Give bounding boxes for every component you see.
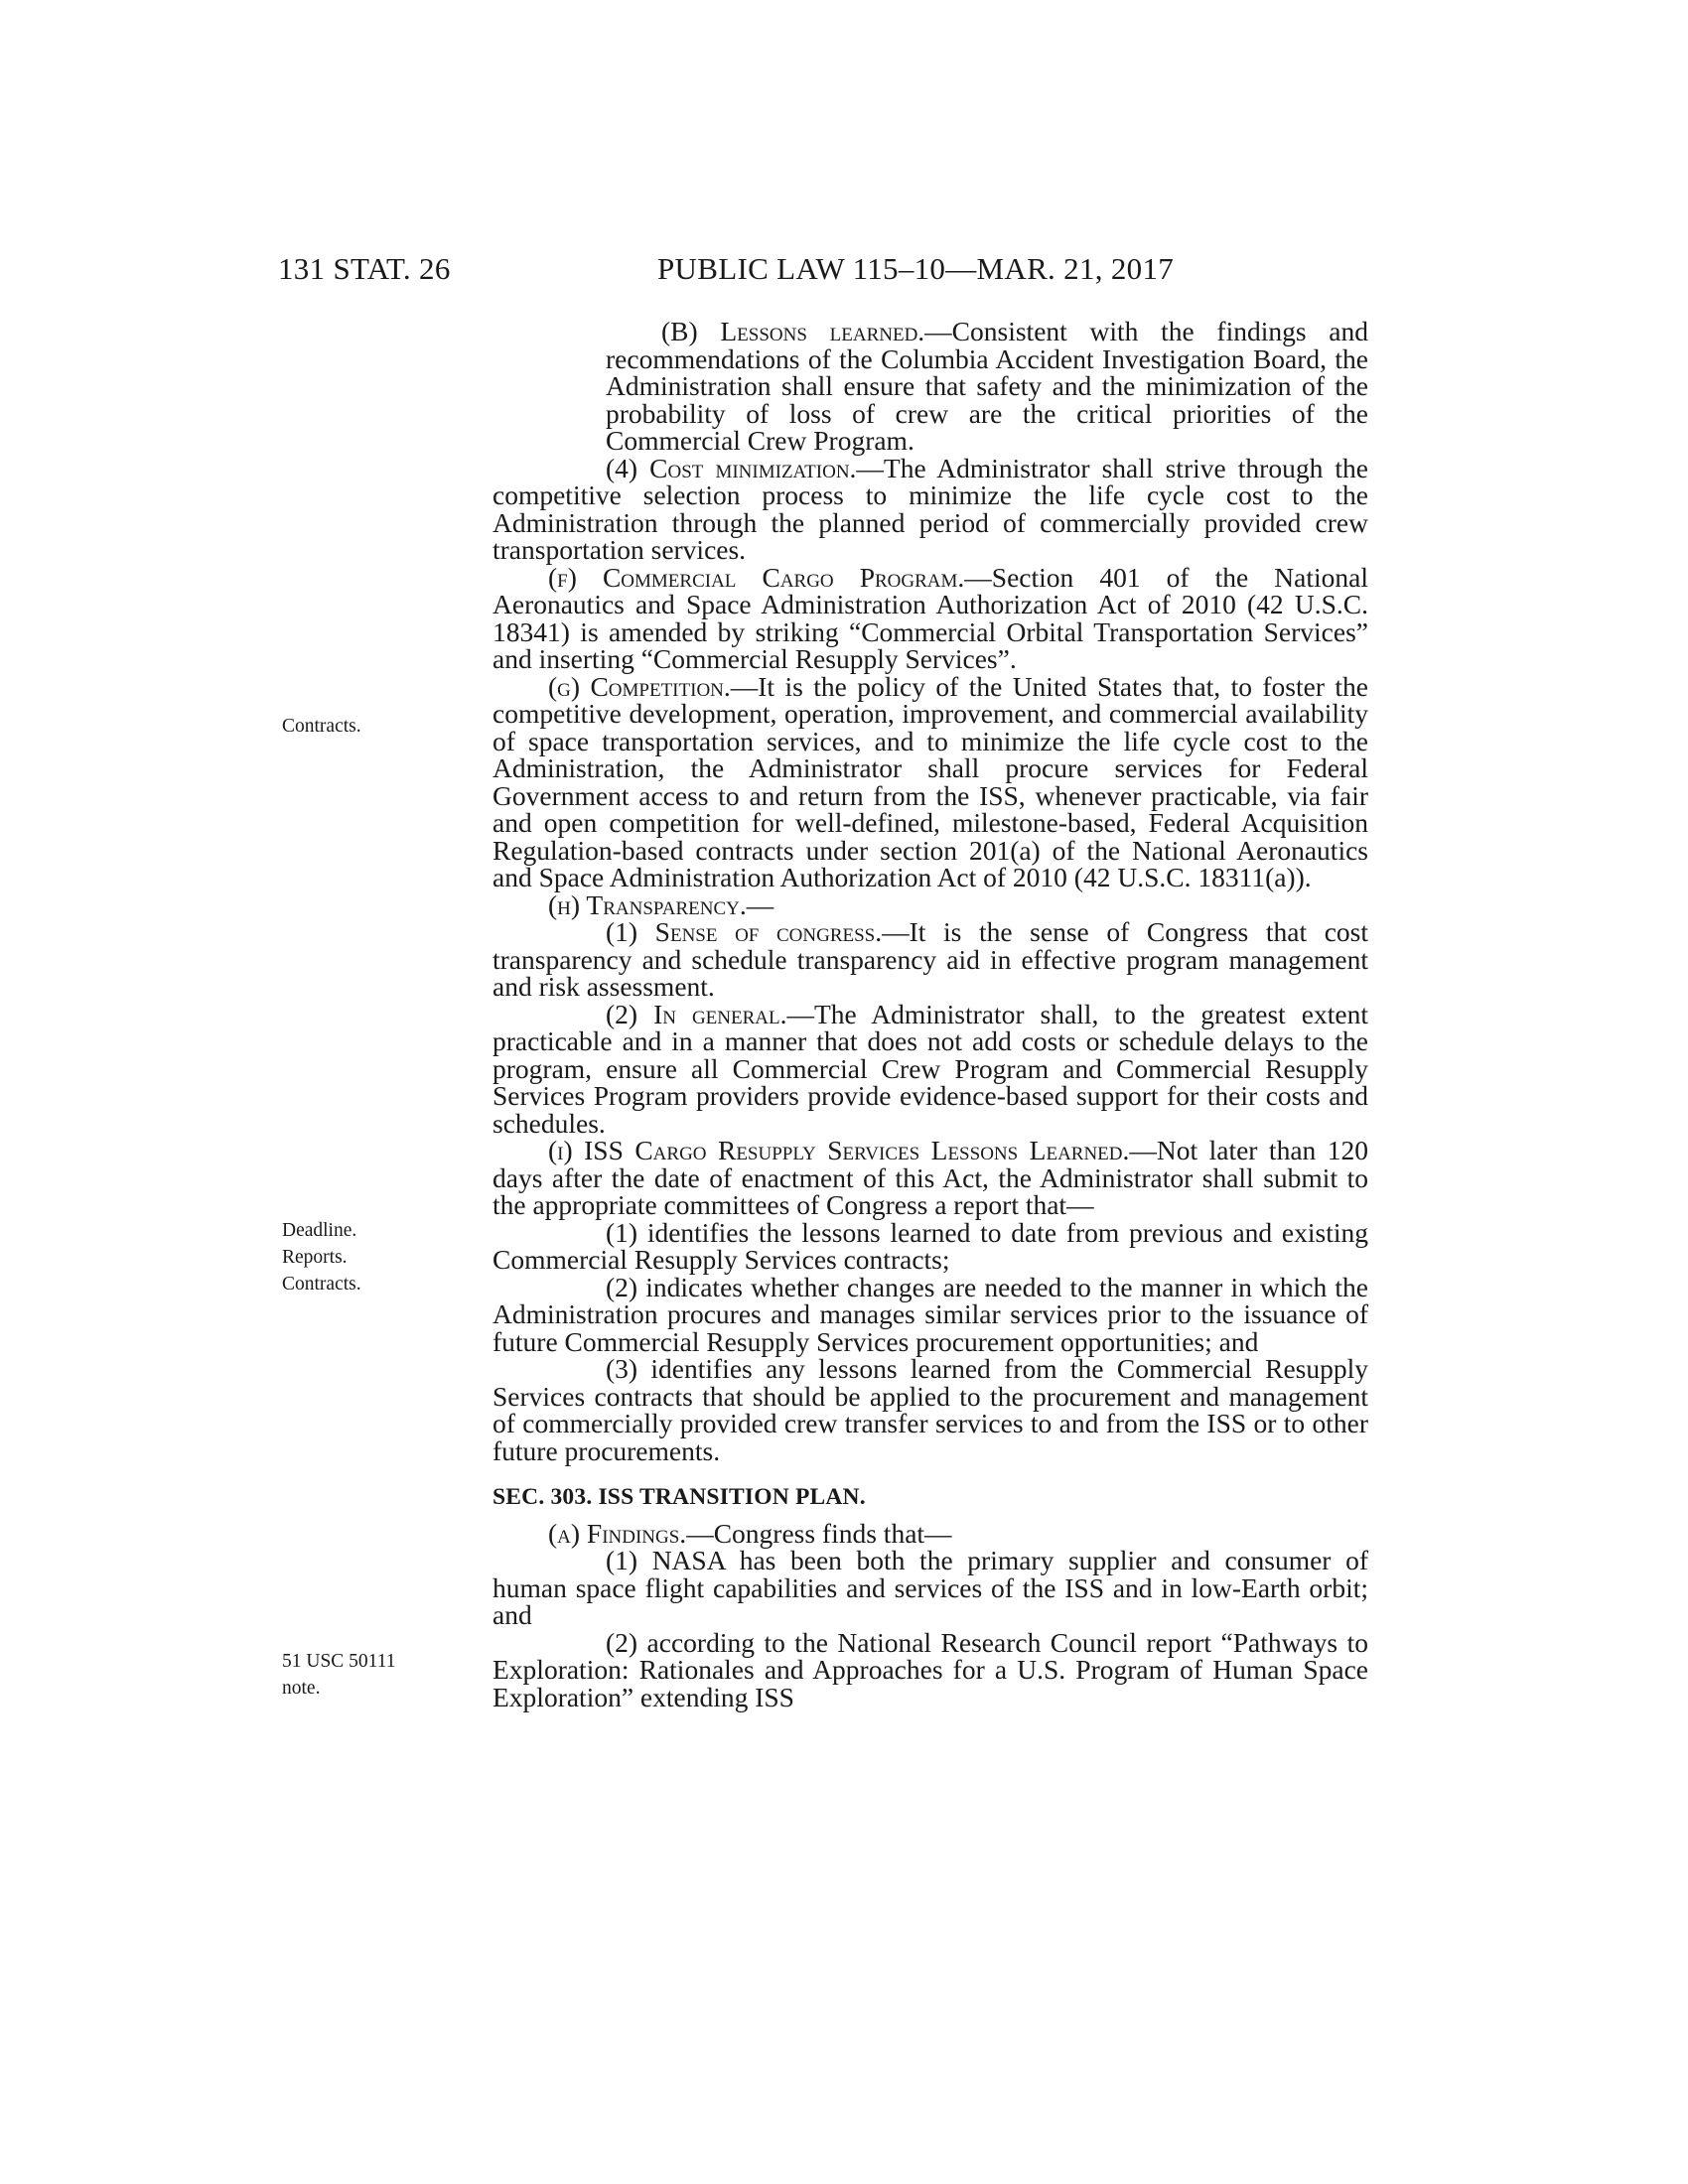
- heading-findings: (a) Findings.: [548, 1517, 687, 1549]
- text-competition: —It is the policy of the United States that, to foster the competitive development, operation, improvement, and commercial availability of space transportation services, and to minimize the life cycle cost to the Administration, the Administrator shall procure services for Federal Government access to and return from the ISS, whenever practicable, via fair and open competition for well-defined, milestone-based, Federal Acquisition Regulation-based contracts under section 201(a) of the National Aeronautics and Space Administration Authorization Act of 2010 (42 U.S.C. 18311(a)).: [492, 670, 1368, 892]
- margin-note-text: 51 USC 50111: [282, 1651, 396, 1672]
- text-cost-minimization: —The Administrator shall strive through the competitive selection process to minimize the life cycle cost to the Administration through the planned period of commercially provided crew transportation services.: [492, 452, 1369, 565]
- heading-transparency: (h) Transparency.: [548, 888, 747, 920]
- margin-note-text: Contracts.: [282, 1274, 361, 1295]
- margin-note-deadline-reports-contracts: [282, 1217, 361, 1297]
- paragraph-in-general: [492, 998, 1368, 1139]
- list-item: (3) identifies any lessons learned from the Commercial Resupply Services contracts that should be applied to the procurement and management of commercially provided crew transfer services to and from the ISS or to other future procurements.: [492, 1353, 1368, 1466]
- list-item: (1) NASA has been both the primary supplier and consumer of human space flight capabilities and services of the ISS and in low-Earth orbit; and: [492, 1545, 1368, 1630]
- list-item: (2) according to the National Research Council report “Pathways to Exploration: Rationales and Approaches for a U.S. Program of Human Space Exploration” extending ISS: [492, 1626, 1368, 1712]
- paragraph-commercial-cargo: [492, 561, 1368, 674]
- heading-competition: (g) Competition.: [548, 670, 731, 702]
- margin-note-usc: [282, 1648, 396, 1702]
- list-item: (1) identifies the lessons learned to date from previous and existing Commercial Resupply Services contracts;: [492, 1216, 1368, 1275]
- text-commercial-cargo: —Section 401 of the National Aeronautics and Space Administration Authorization Act of 2010 (42 U.S.C. 18341) is amended by striking “Commercial Orbital Transportation Services” and inserting “Commercial Resupply Services”.: [492, 561, 1368, 674]
- heading-commercial-cargo: (f) Commercial Cargo Program.: [548, 561, 965, 593]
- heading-in-general: (2) In general.: [606, 998, 787, 1029]
- page-citation: 131 STAT. 26: [278, 251, 451, 286]
- text-findings: —Congress finds that—: [686, 1517, 952, 1549]
- statute-body: [492, 318, 1368, 1710]
- paragraph-sense-of-congress: [492, 918, 1368, 1001]
- paragraph-lessons-learned: [492, 318, 1368, 455]
- paragraph-transparency: [492, 888, 1368, 920]
- paragraph-competition: [492, 670, 1368, 892]
- heading-sense-of-congress: (1) Sense of congress.: [606, 916, 883, 947]
- text-iss-cargo: —Not later than 120 days after the date of enactment of this Act, the Administrator shall submit to the appropriate committees of Congress a report that—: [492, 1135, 1368, 1220]
- text-lessons-learned: —Consistent with the findings and recommendations of the Columbia Accident Investigation Board, the Administration shall ensure that safety and the minimization of the probability of loss of crew are the critical priorities of the Commercial Crew Program.: [606, 316, 1368, 456]
- margin-note-contracts: [282, 713, 361, 740]
- heading-cost-minimization: (4) Cost minimization.: [606, 452, 857, 483]
- list-item: (2) indicates whether changes are needed to the manner in which the Administration procures and manages similar services prior to the issuance of future Commercial Resupply Services procurement opportunities; and: [492, 1271, 1368, 1357]
- margin-note-text: Contracts.: [282, 716, 361, 737]
- margin-note-text: Deadline.: [282, 1220, 357, 1241]
- margin-note-text: Reports.: [282, 1247, 348, 1268]
- heading-lessons-learned: (B) Lessons learned.: [661, 316, 925, 346]
- section-heading: SEC. 303. ISS TRANSITION PLAN.: [492, 1484, 866, 1510]
- text-sense-of-congress: —It is the sense of Congress that cost transparency and schedule transparency aid in effective program management and risk assessment.: [492, 916, 1368, 1002]
- paragraph-iss-cargo: [492, 1137, 1368, 1219]
- paragraph-cost-minimization: [492, 452, 1369, 565]
- text-transparency: —: [746, 888, 774, 920]
- margin-note-text: note.: [282, 1678, 321, 1699]
- heading-iss-cargo: (i) ISS Cargo Resupply Services Lessons Learned.: [548, 1135, 1130, 1165]
- text-in-general: —The Administrator shall, to the greatest extent practicable and in a manner that does not add costs or schedule delays to the program, ensure all Commercial Crew Program and Commercial Resupply Services Program providers provide evidence-based support for their costs and schedules.: [492, 998, 1368, 1139]
- running-head: PUBLIC LAW 115–10—MAR. 21, 2017: [657, 251, 1175, 286]
- paragraph-findings: [492, 1517, 1368, 1549]
